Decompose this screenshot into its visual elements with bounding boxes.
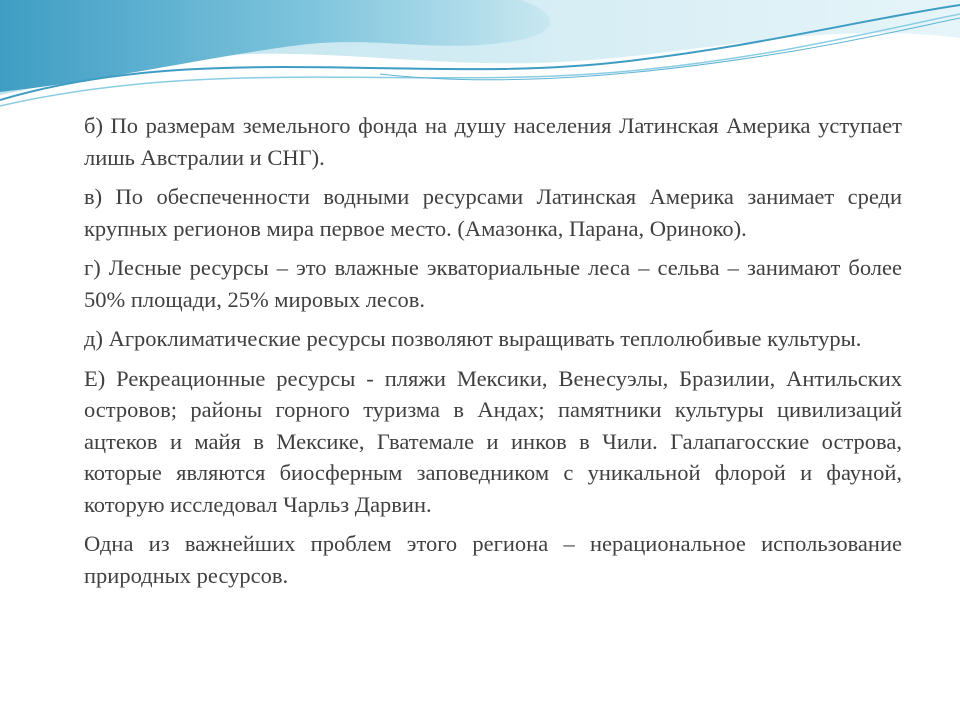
paragraph-recreational-resources: Е) Рекреационные ресурсы - пляжи Мексики, Венесуэлы, Бразилии, Антильских островов; районы горного туризма в Андах; памятники культуры цивилизаций ацтеков и майя в Мексике, Гватемале и инков в Чили. Галапагосские острова, которые являются биосферным заповедником с уникальной флорой и фауной, которую исследовал Чарльз Дарвин. bbox=[84, 365, 902, 517]
paragraph-land-fund: б) По размерам земельного фонда на душу населения Латинская Америка уступает лишь Австралии и СНГ). bbox=[84, 113, 902, 170]
slide-body bbox=[84, 110, 902, 599]
paragraph-forest-resources: г) Лесные ресурсы – это влажные экваториальные леса – сельва – занимают более 50% площади, 25% мировых лесов. bbox=[84, 255, 902, 312]
paragraph-resource-problem: Одна из важнейших проблем этого региона – нерациональное использование природных ресурсов. bbox=[84, 531, 902, 588]
paragraph-water-resources: в) По обеспеченности водными ресурсами Латинская Америка занимает среди крупных регионов мира первое место. (Амазонка, Парана, Ориноко). bbox=[84, 184, 902, 241]
paragraph-agroclimatic-resources: д) Агроклиматические ресурсы позволяют выращивать теплолюбивые культуры. bbox=[84, 326, 862, 351]
wave-header-decoration bbox=[0, 0, 960, 120]
